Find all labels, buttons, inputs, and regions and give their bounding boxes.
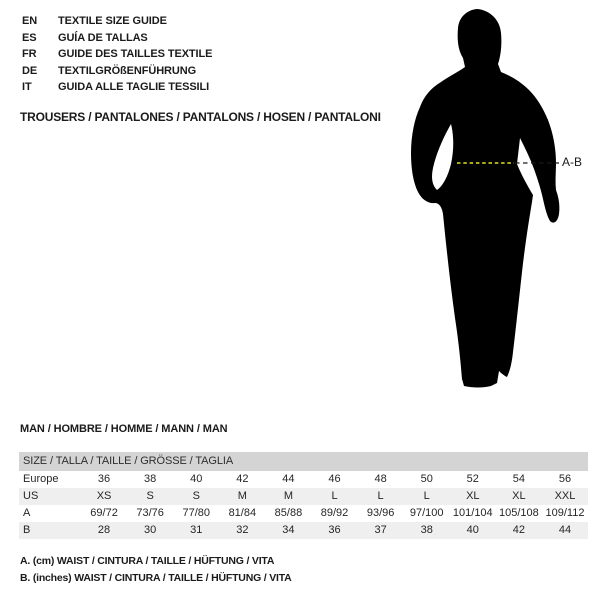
- table-row: [19, 471, 588, 488]
- size-cell: 52: [466, 473, 479, 485]
- size-cell: XL: [512, 490, 526, 502]
- size-cell: 93/96: [366, 507, 395, 519]
- footnotes: [20, 553, 292, 586]
- language-label: GUIDE DES TAILLES TEXTILE: [58, 48, 213, 61]
- size-cell: 50: [420, 473, 433, 485]
- size-cell: 44: [282, 473, 295, 485]
- size-cell: 89/92: [320, 507, 349, 519]
- size-cell: XS: [96, 490, 112, 502]
- measure-label-ab: A-B: [562, 155, 583, 169]
- size-table-header: SIZE / TALLA / TAILLE / GRÖSSE / TAGLIA: [19, 452, 588, 471]
- size-cell: 42: [236, 473, 249, 485]
- footnote-line: B. (inches) WAIST / CINTURA / TAILLE / HÜFTUNG / VITA: [20, 571, 292, 584]
- size-cell: 38: [144, 473, 157, 485]
- size-cell: L: [331, 490, 338, 502]
- size-cell: 69/72: [90, 507, 118, 519]
- language-code: DE: [22, 64, 38, 77]
- size-cell: 40: [466, 524, 479, 536]
- size-cell: 56: [558, 473, 572, 485]
- size-table-body: [19, 471, 588, 539]
- size-cell: 73/76: [136, 507, 164, 519]
- size-cell: 40: [190, 473, 203, 485]
- language-code: EN: [22, 15, 38, 28]
- size-cell: 28: [97, 524, 111, 536]
- language-row: [22, 63, 212, 80]
- size-cell: L: [423, 490, 430, 502]
- language-list: [22, 13, 212, 96]
- row-label: A: [23, 507, 31, 519]
- language-row: [22, 46, 212, 63]
- size-cell: 54: [512, 473, 526, 485]
- size-cell: 32: [236, 524, 249, 536]
- row-label: B: [23, 524, 31, 536]
- size-cell: L: [377, 490, 384, 502]
- size-cell: M: [283, 490, 293, 502]
- size-cell: 42: [512, 524, 526, 536]
- row-label: Europe: [23, 473, 59, 485]
- size-cell: 46: [328, 473, 341, 485]
- language-row: [22, 13, 212, 30]
- size-cell: XL: [466, 490, 480, 502]
- man-silhouette: [411, 9, 559, 388]
- table-row: [19, 488, 588, 505]
- size-cell: 44: [558, 524, 572, 536]
- footnote-line: A. (cm) WAIST / CINTURA / TAILLE / HÜFTUNG / VITA: [20, 555, 275, 567]
- section-title-man: MAN / HOMBRE / HOMME / MANN / MAN: [20, 423, 228, 435]
- size-cell: S: [146, 490, 154, 502]
- size-cell: 97/100: [409, 507, 444, 519]
- size-cell: 48: [374, 473, 387, 485]
- size-cell: 109/112: [545, 507, 585, 519]
- size-table: [19, 452, 588, 539]
- size-cell: 36: [328, 524, 341, 536]
- language-row: [22, 30, 212, 47]
- language-label: GUIDA ALLE TAGLIE TESSILI: [58, 81, 210, 94]
- size-cell: 77/80: [182, 507, 210, 519]
- table-row: [19, 505, 588, 522]
- language-code: IT: [22, 81, 32, 94]
- language-row: [22, 79, 212, 96]
- language-label: TEXTILGRÖßENFÜHRUNG: [58, 64, 197, 77]
- size-cell: 85/88: [274, 507, 303, 519]
- size-cell: 105/108: [499, 507, 539, 519]
- row-label: US: [23, 490, 39, 502]
- size-cell: S: [192, 490, 200, 502]
- table-row: [19, 522, 588, 539]
- size-cell: XXL: [554, 490, 576, 502]
- size-cell: 30: [144, 524, 157, 536]
- language-label: GUÍA DE TALLAS: [58, 31, 148, 44]
- size-cell: 38: [420, 524, 433, 536]
- size-cell: 101/104: [452, 507, 493, 519]
- size-cell: 81/84: [228, 507, 257, 519]
- product-line: TROUSERS / PANTALONES / PANTALONS / HOSEN / PANTALONI: [20, 110, 381, 124]
- size-cell: 37: [374, 524, 387, 536]
- language-code: ES: [22, 31, 37, 44]
- size-cell: 36: [97, 473, 111, 485]
- size-cell: 34: [282, 524, 295, 536]
- language-label: TEXTILE SIZE GUIDE: [58, 15, 167, 28]
- language-code: FR: [22, 48, 37, 61]
- size-cell: 31: [190, 524, 203, 536]
- size-cell: M: [237, 490, 247, 502]
